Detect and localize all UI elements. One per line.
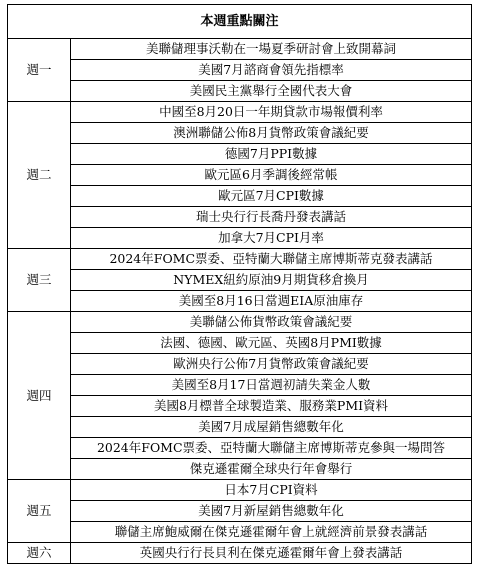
event-row <box>8 480 472 501</box>
event-row <box>8 60 472 81</box>
event-cell: 美國至8月17日當週初請失業金人數 <box>71 375 472 396</box>
event-cell: 美國8月標普全球製造業、服務業PMI資料 <box>71 396 472 417</box>
event-row <box>8 207 472 228</box>
event-row <box>8 543 472 564</box>
event-cell: 澳洲聯儲公佈8月貨幣政策會議紀要 <box>71 123 472 144</box>
event-row <box>8 249 472 270</box>
event-cell: 日本7月CPI資料 <box>71 480 472 501</box>
event-cell: 美國7月諮商會領先指標率 <box>71 60 472 81</box>
event-cell: 美聯儲公佈貨幣政策會議紀要 <box>71 312 472 333</box>
event-cell: 美國至8月16日當週EIA原油庫存 <box>71 291 472 312</box>
event-row <box>8 165 472 186</box>
day-cell: 週四 <box>8 312 71 480</box>
event-row <box>8 291 472 312</box>
event-row <box>8 312 472 333</box>
event-cell: 中國至8月20日一年期貸款市場報價利率 <box>71 102 472 123</box>
event-row <box>8 501 472 522</box>
event-row <box>8 396 472 417</box>
event-row <box>8 81 472 102</box>
event-cell: 美聯儲理事沃勒在一場夏季研討會上致開幕詞 <box>71 39 472 60</box>
event-cell: 美國民主黨舉行全國代表大會 <box>71 81 472 102</box>
event-row <box>8 123 472 144</box>
event-cell: 傑克遜霍爾全球央行年會舉行 <box>71 459 472 480</box>
event-row <box>8 102 472 123</box>
day-cell: 週二 <box>8 102 71 249</box>
event-cell: 2024年FOMC票委、亞特蘭大聯儲主席博斯蒂克參與一場問答 <box>71 438 472 459</box>
event-cell: 歐洲央行公佈7月貨幣政策會議紀要 <box>71 354 472 375</box>
event-row <box>8 39 472 60</box>
event-row <box>8 333 472 354</box>
event-row <box>8 375 472 396</box>
event-row <box>8 459 472 480</box>
day-cell: 週五 <box>8 480 71 543</box>
event-row <box>8 417 472 438</box>
event-row <box>8 186 472 207</box>
event-cell: 瑞士央行行長喬丹發表講話 <box>71 207 472 228</box>
weekly-focus-table <box>7 4 472 564</box>
event-cell: 英國央行行長貝利在傑克遜霍爾年會上發表講話 <box>71 543 472 564</box>
event-cell: 美國7月成屋銷售總數年化 <box>71 417 472 438</box>
event-cell: 法國、德國、歐元區、英國8月PMI數據 <box>71 333 472 354</box>
event-row <box>8 522 472 543</box>
event-cell: 歐元區6月季調後經常帳 <box>71 165 472 186</box>
event-cell: 德國7月PPI數據 <box>71 144 472 165</box>
event-cell: 加拿大7月CPI月率 <box>71 228 472 249</box>
event-row <box>8 438 472 459</box>
event-row <box>8 228 472 249</box>
event-cell: 2024年FOMC票委、亞特蘭大聯儲主席博斯蒂克發表講話 <box>71 249 472 270</box>
event-cell: 聯儲主席鮑威爾在傑克遜霍爾年會上就經濟前景發表講話 <box>71 522 472 543</box>
title-row <box>8 5 472 39</box>
day-cell: 週三 <box>8 249 71 312</box>
event-cell: NYMEX紐約原油9月期貨移倉換月 <box>71 270 472 291</box>
event-row <box>8 144 472 165</box>
event-cell: 美國7月新屋銷售總數年化 <box>71 501 472 522</box>
schedule-body <box>8 39 472 564</box>
event-row <box>8 354 472 375</box>
table-title: 本週重點關注 <box>8 5 472 39</box>
day-cell: 週一 <box>8 39 71 102</box>
event-row <box>8 270 472 291</box>
day-cell: 週六 <box>8 543 71 564</box>
event-cell: 歐元區7月CPI數據 <box>71 186 472 207</box>
